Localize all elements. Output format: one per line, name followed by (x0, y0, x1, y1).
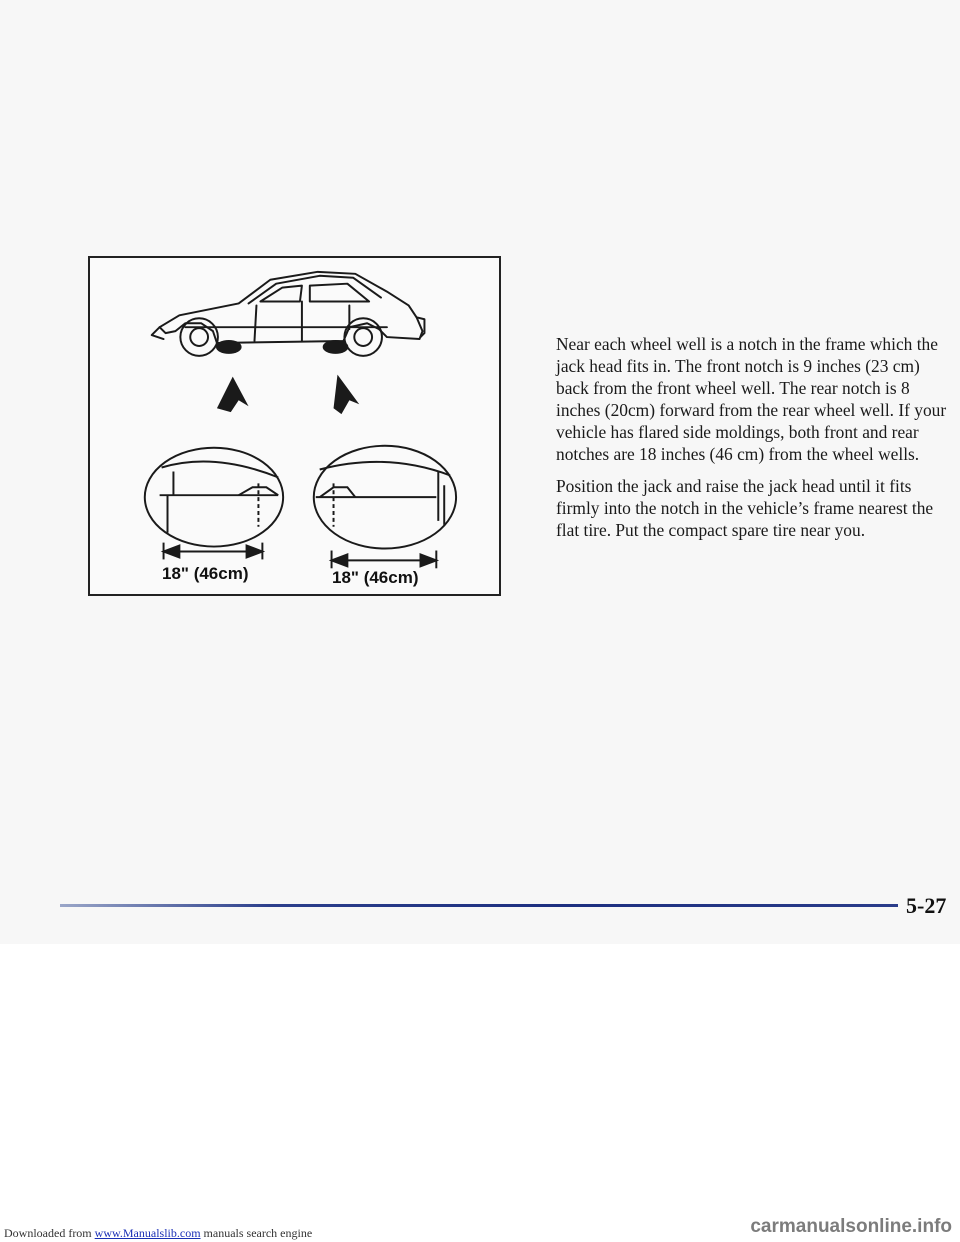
car-door-line (254, 301, 349, 341)
manualslib-link[interactable]: www.Manualslib.com (94, 1226, 201, 1240)
paragraph-position-jack: Position the jack and raise the jack head until it fits firmly into the notch in the vehicle’s frame nearest the flat tire. Put the compact spare tire near you. (556, 476, 934, 540)
car-body-outline (160, 272, 423, 343)
jack-notch-diagram (88, 256, 501, 596)
front-dimension-label: 18" (46cm) (162, 564, 249, 583)
page-number: 5-27 (906, 893, 947, 918)
front-notch-marker (216, 340, 242, 354)
arrow-up-icon (217, 377, 249, 413)
car-illustration (90, 258, 499, 594)
car-window (260, 286, 302, 302)
rear-dimension-label: 18" (46cm) (332, 568, 419, 587)
watermark-text: carmanualsonline.info (750, 1216, 952, 1237)
download-prefix: Downloaded from (4, 1226, 92, 1240)
arrow-up-icon (334, 375, 360, 415)
rear-notch-marker (323, 340, 349, 354)
footer-rule (60, 904, 898, 907)
rear-wheel-hub (354, 328, 372, 346)
download-suffix: manuals search engine (203, 1226, 313, 1240)
paragraph-notch-location: Near each wheel well is a notch in the frame which the jack head fits in. The front notch is 9 inches (23 cm) back from the front wheel well. The rear notch is 8 inches (20cm) forward from the rear wheel well. If your vehicle has flared side moldings, both front and rear notches are 18 inches (46 cm) from the wheel wells. (556, 334, 947, 464)
body-text (556, 333, 956, 551)
download-notice (4, 1226, 312, 1241)
car-window-rear (310, 284, 369, 302)
front-wheel-hub (190, 328, 208, 346)
